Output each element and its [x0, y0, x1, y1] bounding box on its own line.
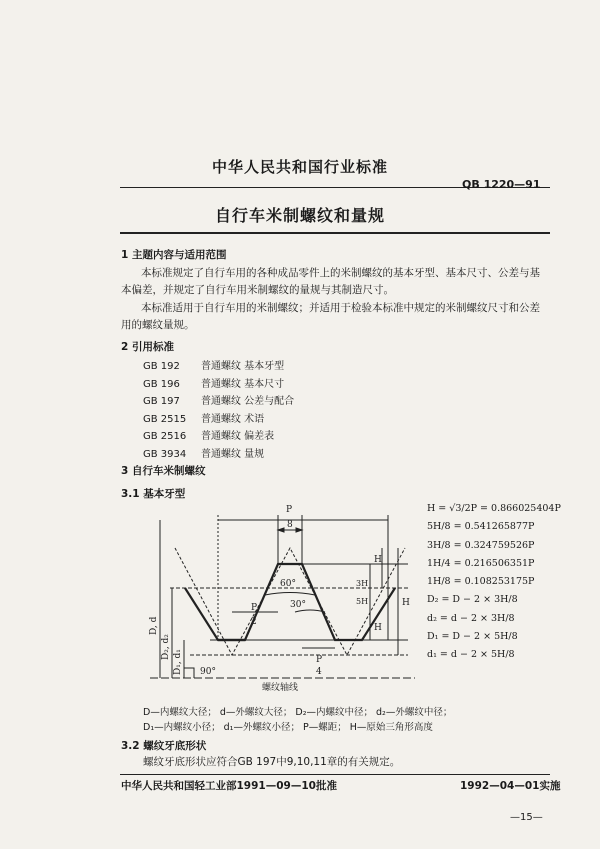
reference-item: GB 2516 普通螺纹 偏差表	[143, 431, 275, 443]
label-d1-d1: D₁, d₁	[173, 649, 183, 675]
dim-four: 4	[316, 667, 322, 677]
reference-item: GB 196 普通螺纹 基本尺寸	[143, 378, 285, 390]
formula: d₂ = d − 2 × 3H/8	[427, 612, 515, 624]
dim-angle-30: 30°	[290, 600, 306, 610]
subsection-3-2-text: 螺纹牙底形状应符合GB 197中9,10,11章的有关规定。	[143, 756, 401, 768]
formula: 5H/8 = 0.541265877P	[427, 521, 535, 533]
formula: D₂ = D − 2 × 3H/8	[427, 594, 518, 606]
reference-item: GB 192 普通螺纹 基本牙型	[143, 361, 285, 372]
reference-list	[143, 358, 294, 464]
document-title: 自行车米制螺纹和量规	[214, 206, 385, 225]
dim-eight: 8	[287, 520, 293, 530]
dim-p-top: P	[286, 505, 293, 515]
section-1-heading: 1 主题内容与适用范围	[121, 249, 227, 261]
dim-p-half: P	[251, 603, 258, 613]
section-1-paragraph-2: 本标准适用于自行车用的米制螺纹；并适用于检验本标准中规定的米制螺纹尺寸和公差 用的螺纹量规。	[121, 302, 540, 331]
reference-item: GB 3934 普通螺纹 量规	[143, 448, 265, 460]
dim-angle-90: 90°	[200, 667, 216, 677]
legend: D—内螺纹大径； d—外螺纹大径； D₂—内螺纹中径； d₂—外螺纹中径； D₁—内螺纹小径； d₁—外螺纹小径； P—螺距； H—原始三角形高度	[143, 707, 453, 733]
title-rule	[120, 232, 550, 234]
thread-profile-diagram	[130, 500, 430, 685]
formula: 3H/8 = 0.324759526P	[427, 539, 535, 551]
approval-date: 中华人民共和国轻工业部1991—09—10批准	[121, 780, 337, 792]
dim-p-quarter: P	[316, 655, 323, 665]
formula: D₁ = D − 2 × 5H/8	[427, 631, 518, 643]
reference-item: GB 197 普通螺纹 公差与配合	[143, 396, 295, 408]
formula: d₁ = d − 2 × 5H/8	[427, 649, 515, 661]
section-1-paragraph-1: 本标准规定了自行车用的各种成品零件上的米制螺纹的基本牙型、基本尺寸、公差与基 本偏差，并规定了自行车用米制螺纹的量规与其制造尺寸。	[121, 267, 540, 296]
label-d2-d2: D₂, d₂	[161, 634, 171, 660]
standard-category-title: 中华人民共和国行业标准	[211, 158, 388, 176]
dim-two: 2	[251, 617, 257, 627]
formula: 1H/8 = 0.108253175P	[427, 576, 535, 588]
dim-angle-60: 60°	[280, 579, 296, 589]
subsection-3-1-heading: 3.1 基本牙型	[121, 488, 186, 500]
section-2-heading: 2 引用标准	[121, 341, 174, 353]
implementation-date: 1992—04—01实施	[460, 780, 561, 792]
formula: H = √3/2P = 0.866025404P	[427, 503, 561, 514]
dim-5h: 5H	[356, 597, 369, 606]
page-number: —15—	[510, 812, 543, 823]
dim-h: H	[402, 598, 410, 608]
thread-axis-label: 螺纹轴线	[262, 683, 299, 693]
section-3-heading: 3 自行车米制螺纹	[121, 465, 206, 477]
label-d-d: D, d	[149, 616, 159, 635]
footer-rule	[120, 774, 550, 775]
dim-h4: H	[374, 623, 382, 633]
formula: 1H/4 = 0.216506351P	[427, 557, 535, 569]
subsection-3-2-heading: 3.2 螺纹牙底形状	[121, 740, 207, 752]
reference-item: GB 2515 普通螺纹 术语	[143, 413, 265, 425]
standard-code: QB 1220—91	[462, 178, 541, 191]
dim-h8: H	[374, 555, 382, 565]
dim-3h: 3H	[356, 579, 369, 588]
formula-list	[427, 500, 561, 665]
